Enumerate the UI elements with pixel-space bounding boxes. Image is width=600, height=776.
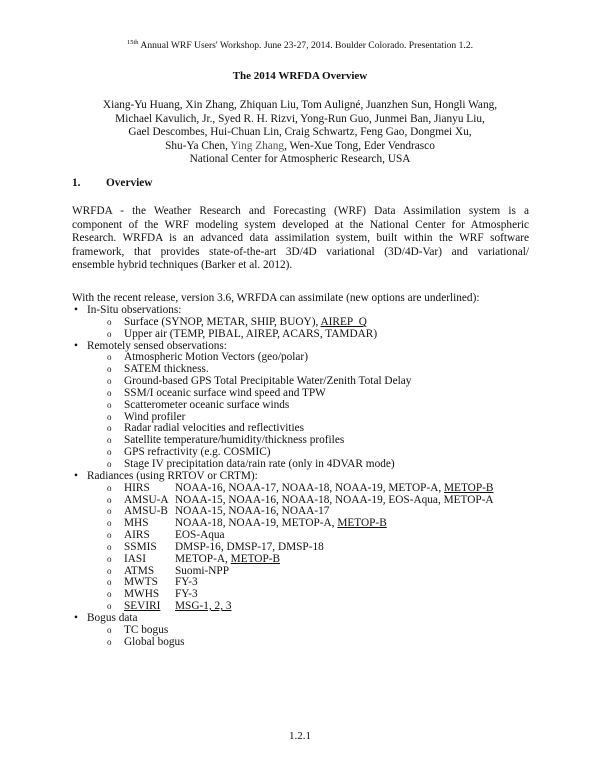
paragraph-line: ensemble hybrid techniques (Barker et al. 2012).: [72, 259, 293, 271]
section-number: 1.: [72, 177, 81, 189]
bullet-circle-icon: o: [107, 376, 112, 387]
bullet-circle-icon: o: [107, 387, 112, 398]
radiance-row: [72, 601, 542, 613]
list-item-text: Global bogus: [124, 635, 185, 648]
bullet-icon: •: [74, 304, 78, 316]
author-line: Michael Kavulich, Jr., Syed R. H. Rizvi, Yong-Run Guo, Junmei Ban, Jianyu Liu,: [115, 112, 485, 125]
bullet-circle-icon: o: [107, 447, 112, 458]
new-option-text: METOP-B: [444, 481, 494, 494]
running-header: [0, 37, 600, 52]
sensor-name: IASI: [124, 552, 146, 565]
sensor-name: MHS: [124, 517, 149, 530]
author-line: Gael Descombes, Hui-Chuan Lin, Craig Schwartz, Feng Gao, Dongmei Xu,: [128, 126, 472, 139]
section-heading: [72, 177, 152, 189]
bullet-circle-icon: o: [107, 435, 112, 446]
header-text: Annual WRF Users' Workshop. June 23-27, 2014. Boulder Colorado. Presentation 1.2.: [138, 40, 474, 52]
bullet-circle-icon: o: [107, 316, 112, 327]
bullet-circle-icon: o: [107, 352, 112, 363]
paragraph-line: Research. WRFDA is an advanced data assimilation system, built within the WRF software: [72, 232, 529, 244]
list-item: [72, 317, 542, 329]
bullet-circle-icon: o: [107, 541, 112, 552]
bullet-circle-icon: o: [107, 399, 112, 410]
list-item-text: GPS refractivity (e.g. COSMIC): [124, 446, 271, 459]
bullet-circle-icon: o: [107, 624, 112, 635]
overview-paragraph: [72, 205, 529, 273]
list-item-text: TC bogus: [124, 623, 169, 636]
platform-list: MSG-1, 2, 3: [175, 600, 232, 613]
list-item-text: Stage IV precipitation data/rain rate (only in 4DVAR mode): [124, 457, 395, 470]
list-item-text: Ground-based GPS Total Precipitable Water/Zenith Total Delay: [124, 375, 412, 388]
affiliation: National Center for Atmospheric Research, USA: [189, 153, 411, 166]
bullet-icon: •: [74, 611, 78, 624]
author-line: [0, 140, 600, 154]
platform-list: EOS-Aqua: [175, 529, 225, 542]
platform-list: Suomi-NPP: [175, 564, 229, 577]
sensor-name: SEVIRI: [124, 600, 161, 613]
list-item-text: Remotely sensed observations:: [87, 339, 227, 352]
list-item-text: Wind profiler: [124, 410, 186, 423]
list-item-text: Upper air (TEMP, PIBAL, AIREP, ACARS, TAMDAR): [124, 327, 378, 340]
list-item-text: Atmospheric Motion Vectors (geo/polar): [124, 351, 308, 364]
sensor-name: MWHS: [124, 588, 160, 601]
sensor-name: SSMIS: [124, 540, 157, 553]
sensor-name: AMSU-B: [124, 505, 168, 518]
bullet-circle-icon: o: [107, 423, 112, 434]
list-item-text: Bogus data: [87, 611, 138, 624]
list-item-text: In-Situ observations:: [87, 304, 182, 316]
sensor-name: AMSU-A: [124, 493, 169, 506]
paragraph-line: framework, that provides state-of-the-art 3D/4D variational (3D/4D-Var) and variational/: [72, 245, 529, 258]
list-item-text: [124, 317, 367, 329]
bullet-icon: •: [74, 339, 78, 352]
author-block: [0, 99, 600, 167]
radiance-row: [72, 483, 542, 495]
sensor-name: ATMS: [124, 564, 155, 577]
new-option-text: METOP-B: [230, 552, 281, 565]
bullet-circle-icon: o: [107, 411, 112, 422]
capability-list: [72, 305, 542, 648]
platform-list: FY-3: [175, 588, 198, 601]
sensor-name: HIRS: [124, 481, 150, 494]
bullet-circle-icon: o: [107, 328, 112, 339]
bullet-circle-icon: o: [107, 458, 112, 469]
platform-list: [175, 483, 493, 495]
list-item: [72, 329, 542, 341]
bullet-icon: •: [74, 469, 78, 482]
bullet-circle-icon: o: [107, 589, 112, 600]
paragraph-line: WRFDA - the Weather Research and Forecasting (WRF) Data Assimilation system is a: [72, 205, 529, 217]
page-number: 1.2.1: [289, 730, 311, 742]
radiance-row: [72, 554, 542, 566]
intro-sentence: With the recent release, version 3.6, WRFDA can assimilate (new options are underlined):: [72, 292, 480, 304]
bullet-circle-icon: o: [107, 553, 112, 564]
list-item-text: Radiances (using RRTOV or CRTM):: [87, 469, 258, 482]
author-name: Shu-Ya Chen,: [165, 139, 231, 152]
text: METOP-A,: [175, 552, 231, 565]
bullet-circle-icon: o: [107, 506, 112, 517]
list-item-text: Scatterometer oceanic surface winds: [124, 398, 290, 411]
bullet-circle-icon: o: [107, 565, 112, 576]
list-item: [72, 613, 542, 625]
paper-title: The 2014 WRFDA Overview: [232, 70, 368, 82]
platform-list: FY-3: [175, 576, 198, 589]
bullet-circle-icon: o: [107, 636, 112, 647]
sensor-name: MWTS: [124, 576, 158, 589]
author-line: Xiang-Yu Huang, Xin Zhang, Zhiquan Liu, Tom Auligné, Juanzhen Sun, Hongli Wang,: [102, 99, 498, 111]
list-item: [72, 388, 542, 400]
bullet-circle-icon: o: [107, 494, 112, 505]
header-edition-suffix: th: [133, 39, 139, 46]
bullet-circle-icon: o: [107, 364, 112, 375]
list-item: [72, 400, 542, 412]
list-item-text: Radar radial velocities and reflectivities: [124, 422, 305, 435]
text: NOAA-18, NOAA-19, METOP-A,: [175, 517, 338, 530]
author-name: , Wen-Xue Tong, Eder Vendrasco: [284, 139, 435, 152]
bullet-circle-icon: o: [107, 482, 112, 493]
bullet-circle-icon: o: [107, 601, 112, 612]
new-option-text: AIREP_Q: [320, 315, 367, 328]
sensor-name: AIRS: [124, 529, 150, 542]
section-title: Overview: [106, 177, 153, 189]
list-item: [72, 637, 542, 649]
text: NOAA-16, NOAA-17, NOAA-18, NOAA-19, METOP-A,: [175, 481, 445, 494]
list-item-text: SATEM thickness.: [124, 363, 209, 376]
platform-list: NOAA-15, NOAA-16, NOAA-17: [175, 505, 330, 518]
bullet-circle-icon: o: [107, 530, 112, 541]
paragraph-line: component of the WRF modeling system developed at the National Center for Atmospheric: [72, 218, 529, 231]
radiance-row: [72, 542, 542, 554]
list-item-text: Satellite temperature/humidity/thickness profiles: [124, 434, 345, 447]
platform-list: DMSP-16, DMSP-17, DMSP-18: [175, 540, 324, 553]
list-item-text: SSM/I oceanic surface wind speed and TPW: [124, 386, 326, 399]
header-edition-number: 15: [126, 39, 134, 46]
list-item: [72, 625, 542, 637]
bullet-circle-icon: o: [107, 518, 112, 529]
new-option-text: METOP-B: [337, 517, 387, 530]
author-name-highlighted: Ying Zhang: [230, 139, 285, 152]
text: Surface (SYNOP, METAR, SHIP, BUOY),: [124, 315, 321, 328]
platform-list: NOAA-15, NOAA-16, NOAA-18, NOAA-19, EOS-Aqua, METOP-A: [175, 493, 494, 506]
platform-list: [175, 554, 280, 566]
bullet-circle-icon: o: [107, 577, 112, 588]
